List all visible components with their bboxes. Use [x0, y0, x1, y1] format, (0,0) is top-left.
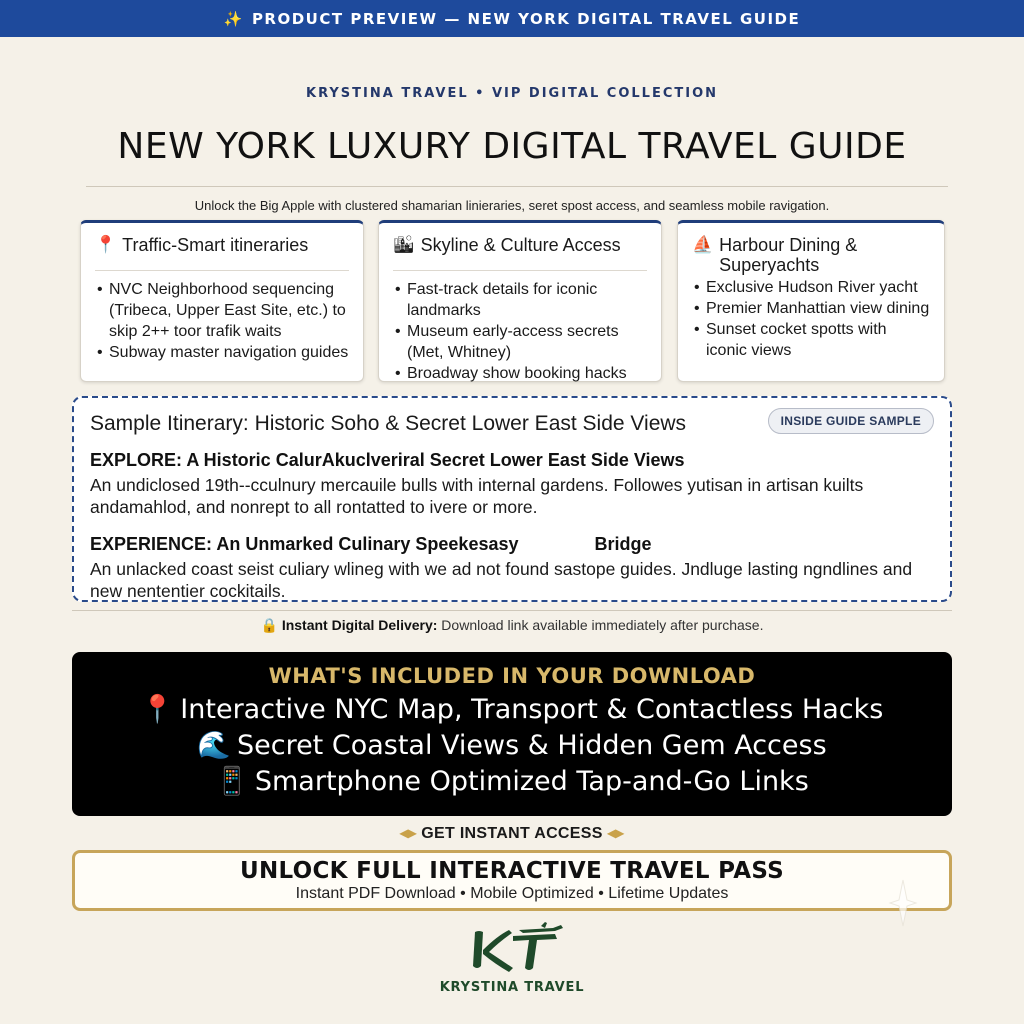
page-title: NEW YORK LUXURY DIGITAL TRAVEL GUIDE: [117, 126, 907, 167]
top-banner: [0, 0, 1024, 37]
included-list: [72, 692, 952, 800]
list-item: • NVC Neighborhood sequencing (Tribeca, Upper East Site, etc.) to skip 2++ toor trafik waits: [95, 279, 349, 342]
pin-icon: 📍: [95, 235, 117, 254]
list-item: • Sunset cocket spotts with iconic views: [692, 319, 930, 361]
brand-line: KRYSTINA TRAVEL • VIP DIGITAL COLLECTION: [306, 86, 718, 101]
delivery-note: [0, 617, 1024, 634]
cta-label-text: GET INSTANT ACCESS: [421, 825, 603, 842]
experience-heading: [90, 534, 934, 555]
wave-icon: 🌊: [197, 730, 231, 761]
inside-guide-badge: INSIDE GUIDE SAMPLE: [768, 408, 934, 434]
cta-button-title: UNLOCK FULL INTERACTIVE TRAVEL PASS: [239, 858, 785, 884]
card-list: [95, 279, 349, 363]
cta-button-subtitle: Instant PDF Download • Mobile Optimized • Lifetime Updates: [295, 885, 729, 902]
card-list: [692, 277, 930, 361]
card-header: [393, 235, 647, 271]
kt-airplane-logo: [457, 922, 567, 978]
included-panel: [72, 652, 952, 816]
card-title: Skyline & Culture Access: [420, 235, 621, 255]
list-item: • Exclusive Hudson River yacht: [692, 277, 930, 298]
explore-body: An undiclosed 19th--cculnury mercauile bulls with internal gardens. Followes yutisan in artisan kuilts andamahlod, and nonrept to all rontatted to ivere or more.: [90, 475, 864, 517]
sparkles-icon: ✨: [223, 9, 244, 28]
card-list: [393, 279, 647, 384]
lock-icon: 🔒: [260, 617, 278, 633]
feature-card-itineraries: [80, 220, 364, 382]
card-header: [692, 235, 930, 277]
smartphone-icon: 📱: [215, 766, 249, 797]
feature-card-skyline: [378, 220, 662, 382]
included-item-text: Interactive NYC Map, Transport & Contactless Hacks: [180, 694, 884, 725]
brand-logo: [432, 922, 592, 1012]
feature-card-harbour: [677, 220, 945, 382]
list-item: • Premier Manhattian view dining: [692, 298, 930, 319]
pin-icon: 📍: [140, 694, 175, 725]
included-item-text: Smartphone Optimized Tap-and-Go Links: [254, 766, 809, 797]
delivery-divider: [72, 610, 952, 611]
card-title: Harbour Dining & Superyachts: [719, 235, 858, 275]
experience-heading-tail: Bridge: [594, 534, 652, 554]
included-item: [72, 692, 952, 728]
cta-label: [0, 823, 1024, 843]
unlock-pass-button[interactable]: [72, 850, 952, 911]
card-header: [95, 235, 349, 271]
card-title: Traffic-Smart itineraries: [122, 235, 309, 255]
banner-text: PRODUCT PREVIEW — NEW YORK DIGITAL TRAVEL GUIDE: [251, 9, 801, 28]
skyline-icon: 🏙: [393, 235, 415, 254]
included-item: [72, 764, 952, 800]
list-item: • Broadway show booking hacks: [393, 363, 647, 384]
page-subtitle: Unlock the Big Apple with clustered shamarian linieraries, seret spost access, and seamless mobile ravigation.: [194, 198, 830, 213]
sparkle-icon: [888, 878, 918, 928]
chevron-left-icon: ◂▸: [399, 825, 417, 842]
included-title: WHAT'S INCLUDED IN YOUR DOWNLOAD: [268, 664, 756, 688]
experience-body: An unlacked coast seist culiary wlineg with we ad not found sastope guides. Jndluge lasting ngndlines and new nententier cockitails.: [90, 559, 913, 601]
sample-title: Sample Itinerary: Historic Soho & Secret Lower East Side Views: [90, 412, 687, 435]
explore-heading: EXPLORE: A Historic CalurAkuclveriral Secret Lower East Side Views: [90, 450, 685, 470]
sample-itinerary-box: [72, 396, 952, 602]
chevron-right-icon: ◂▸: [607, 825, 625, 842]
sailboat-icon: ⛵: [692, 235, 714, 254]
logo-name: KRYSTINA TRAVEL: [439, 980, 585, 995]
experience-heading-text: EXPERIENCE: An Unmarked Culinary Speekesasy: [90, 534, 519, 554]
delivery-label: Instant Digital Delivery:: [281, 617, 438, 633]
included-item-text: Secret Coastal Views & Hidden Gem Access: [236, 730, 827, 761]
included-item: [72, 728, 952, 764]
delivery-text: Download link available immediately after purchase.: [437, 617, 764, 633]
title-divider: [86, 186, 948, 187]
list-item: • Museum early-access secrets (Met, Whitney): [393, 321, 647, 363]
list-item: • Fast-track details for iconic landmarks: [393, 279, 647, 321]
list-item: • Subway master navigation guides: [95, 342, 349, 363]
